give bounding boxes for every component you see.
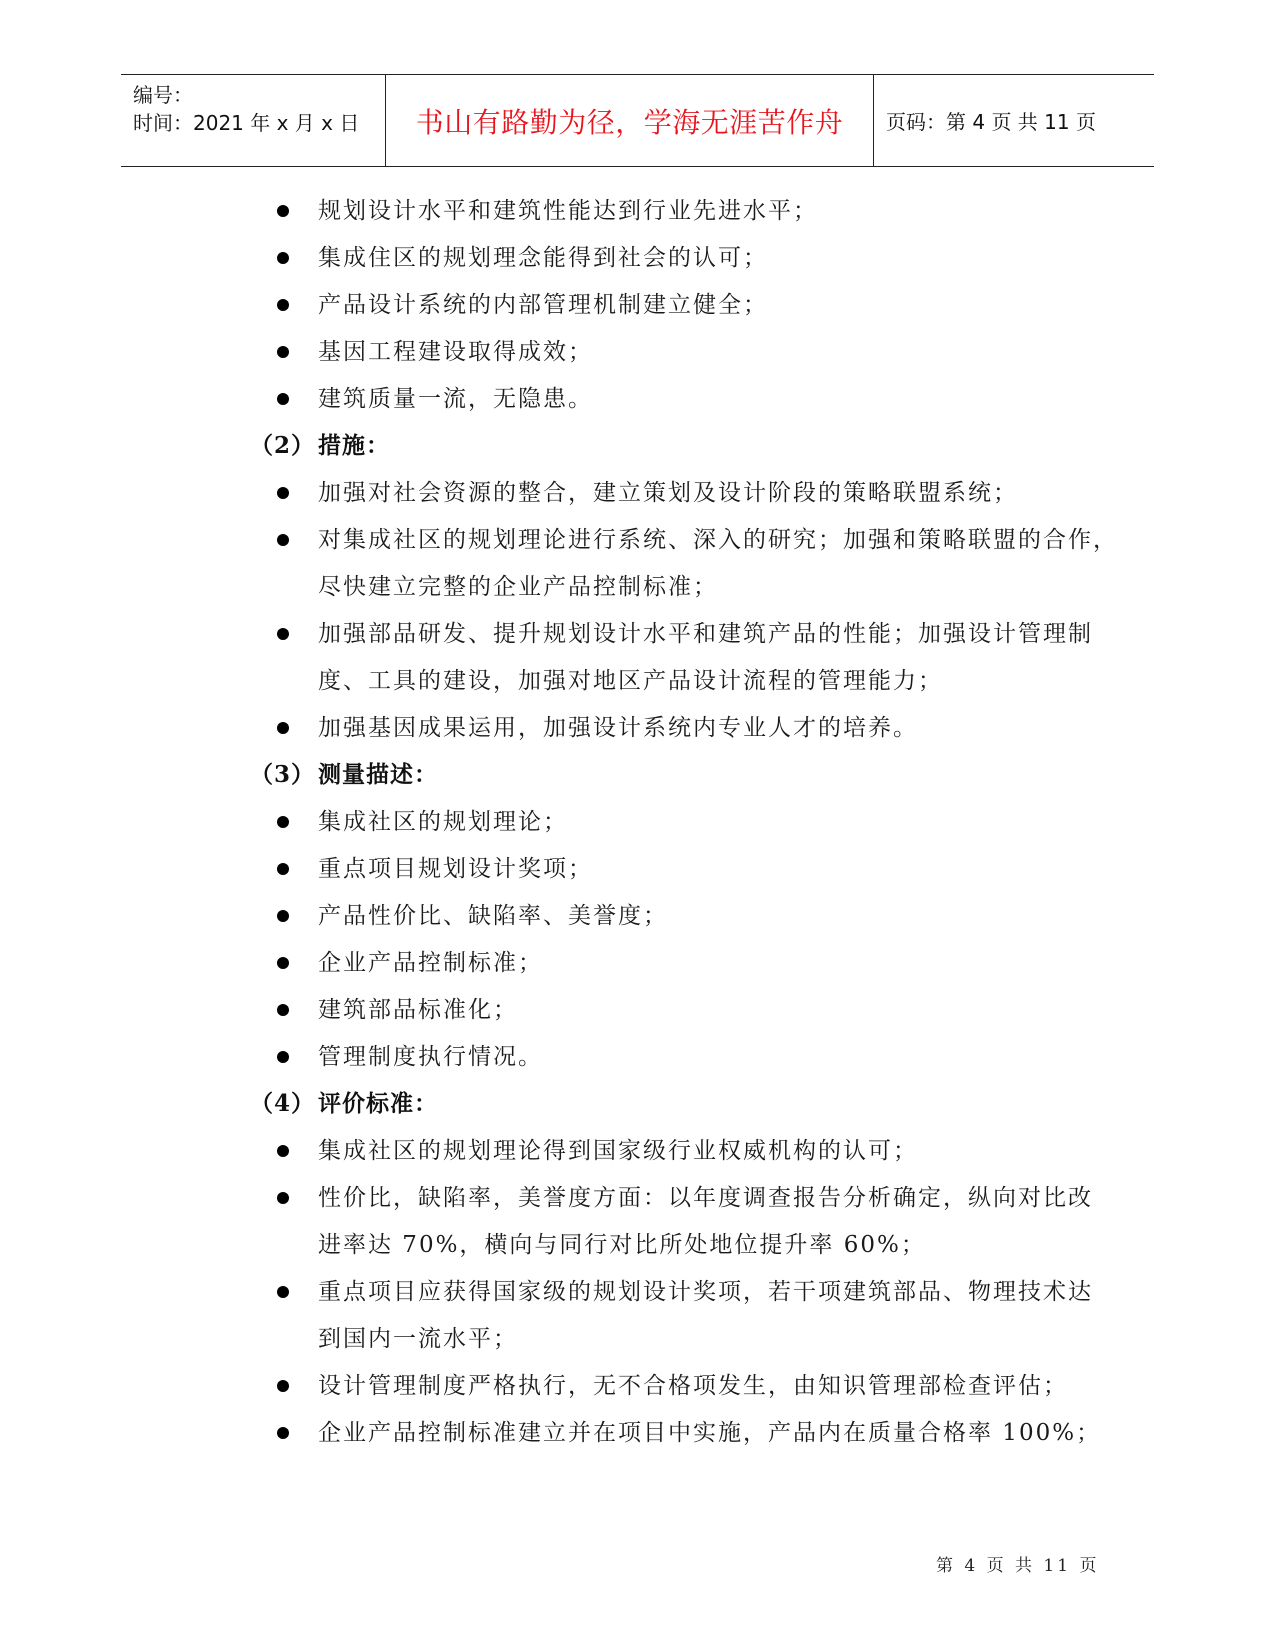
bullet-icon xyxy=(277,1192,289,1204)
bullet-icon xyxy=(277,628,289,640)
bullet-icon xyxy=(277,910,289,922)
bullet-icon xyxy=(277,1004,289,1016)
bullet-icon xyxy=(277,205,289,217)
bullet-icon xyxy=(277,1145,289,1157)
bullet-icon xyxy=(277,393,289,405)
header-page-label: 页码：第 4 页 共 11 页 xyxy=(886,110,1096,134)
bullet-icon xyxy=(277,1380,289,1392)
bullet-icon xyxy=(277,816,289,828)
header-info-cell xyxy=(121,75,385,166)
bullet-icon xyxy=(277,346,289,358)
bullet-icon xyxy=(277,863,289,875)
header-page-cell xyxy=(874,75,1154,166)
document-time-label: 时间：2021 年 x 月 x 日 xyxy=(133,111,360,135)
bullet-icon xyxy=(277,1286,289,1298)
document-header xyxy=(121,74,1154,167)
bullet-icon xyxy=(277,252,289,264)
page-footer: 第 4 页 共 11 页 xyxy=(936,1556,1100,1576)
bullet-icon xyxy=(277,1427,289,1439)
bullet-icon xyxy=(277,722,289,734)
bullet-icon xyxy=(277,1051,289,1063)
section-number: （4） xyxy=(250,1090,316,1117)
header-motto: 书山有路勤为径，学海无涯苦作舟 xyxy=(415,105,844,139)
header-motto-cell xyxy=(385,75,874,166)
section-title: 评价标准： xyxy=(318,1090,438,1117)
bullet-icon xyxy=(277,534,289,546)
section-number: （3） xyxy=(250,761,316,788)
document-number-label: 编号： xyxy=(133,83,193,107)
bullet-icon xyxy=(277,487,289,499)
bullet-icon xyxy=(277,299,289,311)
section-number: （2） xyxy=(250,432,316,459)
section-title: 措施： xyxy=(318,432,390,459)
bullet-icon xyxy=(277,957,289,969)
section-title: 测量描述： xyxy=(318,761,438,788)
